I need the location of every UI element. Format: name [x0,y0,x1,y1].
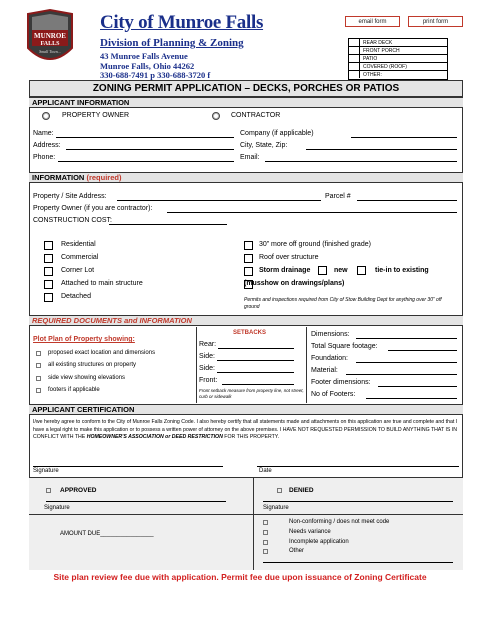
name-label: Name: [33,130,54,137]
roof-over-label: Roof over structure [259,254,319,261]
form-title: ZONING PERMIT APPLICATION – DECKS, PORCHES OR PATIOS [29,80,463,97]
setbacks-title: SETBACKS [233,330,267,336]
approved-signature-field[interactable] [46,501,226,502]
storm-drainage-checkbox[interactable] [244,267,253,276]
foundation-label: Foundation: [311,355,348,362]
setback-side-2-label: Side: [199,365,215,372]
setback-note: Front setback measure from property line, not street, curb or sidewalk [199,388,304,399]
parcel-label: Parcel # [325,193,351,200]
email-label: Email: [240,154,260,161]
setback-front-field[interactable] [222,384,294,385]
storm-must-a: (mus [244,280,261,287]
denied-signature-label: Signature [263,505,289,511]
denial-reason-3-checkbox[interactable] [263,540,268,545]
denied-checkbox[interactable] [277,488,282,493]
material-field[interactable] [346,374,457,375]
commercial-label: Commercial [61,254,99,261]
footer-dims-field[interactable] [378,386,457,387]
site-address-label: Property / Site Address: [33,193,107,200]
org-name: City of Munroe Falls [100,12,264,33]
plot-item-1-checkbox[interactable] [36,351,41,356]
date-field[interactable] [257,466,459,467]
address-line-2: Munroe Falls, Ohio 44262 [100,61,195,71]
amount-due[interactable]: AMOUNT DUE________________ [60,531,154,537]
plot-item-3: side view showing elevations [48,375,126,381]
denial-reason-2-checkbox[interactable] [263,530,268,535]
approved-signature-label: Signature [44,505,70,511]
setback-side-2-field[interactable] [217,372,294,373]
email-field[interactable] [265,161,457,162]
over-30-inch-label: 30” more off ground (finished grade) [259,241,371,248]
project-type-covered[interactable]: COVERED (ROOF) [349,63,447,71]
foundation-field[interactable] [356,362,457,363]
attached-label: Attached to main structure [61,280,143,287]
project-type-checklist [348,38,448,80]
denied-label: DENIED [289,487,314,494]
office-divider [253,477,254,570]
name-field[interactable] [56,137,234,138]
office-row-divider [29,514,463,515]
plot-item-3-checkbox[interactable] [36,376,41,381]
documents-heading-text: REQUIRED DOCUMENTS and INFORMATION [32,316,192,325]
plot-item-4-checkbox[interactable] [36,388,41,393]
logo-text-top: MUNROE [34,32,66,40]
storm-new-checkbox[interactable] [318,266,327,275]
construction-cost-label: CONSTRUCTION COST: [33,217,112,224]
denial-reason-1: Non-conforming / does not meet code [289,519,390,525]
setback-side-1-label: Side: [199,353,215,360]
address-line-1: 43 Munroe Falls Avenue [100,51,188,61]
information-section-heading [29,172,463,183]
detached-label: Detached [61,293,91,300]
city-logo [24,8,76,70]
contractor-radio[interactable] [212,112,220,120]
phone-fax: 330-688-7491 p 330-688-3720 f [100,70,211,80]
documents-divider-1 [196,327,197,403]
footer-dims-label: Footer dimensions: [311,379,371,386]
material-label: Material: [311,367,338,374]
certification-text [33,419,459,442]
attached-checkbox[interactable] [44,280,53,289]
storm-drainage-label: Storm drainage [259,267,311,274]
city-state-zip-label: City, State, Zip: [240,142,288,149]
no-footers-field[interactable] [366,398,457,399]
project-type-rear-deck[interactable]: REAR DECK [349,39,447,47]
denial-reason-4-checkbox[interactable] [263,549,268,554]
certification-section-heading: APPLICANT CERTIFICATION [29,404,463,415]
plot-item-1: proposed exact location and dimensions [48,350,156,356]
applicant-signature-label: Signature [33,468,59,474]
documents-section-heading [29,315,463,326]
certification-text-b: HOMEOWNER'S ASSOCIATION or DEED RESTRICTION [86,434,223,440]
commercial-checkbox[interactable] [44,254,53,263]
logo-tag: Small Town... [39,49,61,54]
setback-rear-field[interactable] [218,348,294,349]
plot-item-4: footers if applicable [48,387,100,393]
certification-text-c: FOR THIS PROPERTY. [222,434,280,440]
contractor-label: CONTRACTOR [231,112,281,119]
storm-tie-in-label: tie-in to existing [375,267,429,274]
dimensions-label: Dimensions: [311,331,350,338]
roof-over-checkbox[interactable] [244,254,253,263]
storm-must-b: show on drawings/plans) [260,280,345,287]
logo-text-bottom: FALLS [40,41,60,47]
phone-label: Phone: [33,154,56,161]
owner-if-contractor-label: Property Owner (if you are contractor): [33,205,153,212]
detached-checkbox[interactable] [44,293,53,302]
approved-label: APPROVED [60,487,97,494]
over-30-inch-checkbox[interactable] [244,241,253,250]
setback-front-label: Front: [199,377,218,384]
residential-label: Residential [61,241,96,248]
project-type-other[interactable]: OTHER: [349,71,447,79]
denial-reason-1-checkbox[interactable] [263,520,268,525]
denial-reason-2: Needs variance [289,529,331,535]
parcel-field[interactable] [357,200,457,201]
setback-side-1-field[interactable] [217,360,294,361]
other-reason-field[interactable] [263,562,453,563]
company-label: Company (if applicable) [240,130,314,137]
denial-reason-3: Incomplete application [289,539,349,545]
division-name: Division of Planning & Zoning [100,37,244,49]
information-heading-text: INFORMATION [32,173,85,182]
dimensions-field[interactable] [356,338,457,339]
plot-plan-label: Plot Plan of Property showing: [33,336,135,343]
construction-cost-field[interactable] [109,224,227,225]
total-sq-ft-field[interactable] [388,350,457,351]
site-address-field[interactable] [117,200,321,201]
corner-lot-checkbox[interactable] [44,267,53,276]
address-label: Address: [33,142,61,149]
stow-permit-note: Permits and inspections required from City of Stow Building Dept for anything over 30” off ground [244,297,442,310]
plot-item-2-checkbox[interactable] [36,363,41,368]
storm-must-label [244,280,344,287]
plot-item-2: all existing structures on property [48,362,137,368]
approved-checkbox[interactable] [46,488,51,493]
company-field[interactable] [351,137,457,138]
total-sq-ft-label: Total Square footage: [311,343,378,350]
owner-if-contractor-field[interactable] [167,212,457,213]
information-required-tag: (required) [86,173,122,182]
property-owner-label: PROPERTY OWNER [62,112,130,119]
address-field[interactable] [66,149,234,150]
fee-notice: Site plan review fee due with application. Permit fee due upon issuance of Zoning Certificate [53,572,427,582]
storm-new-label: new [334,267,348,274]
setback-rear-label: Rear: [199,341,217,348]
certification-text-a: I/we hereby agree to conform to the City of Munroe Falls Zoning Code. I also hereby certify that all statements made and attachments on this application are true and complete and that I have a legal right to make this application or to possess a written power of attorney on the above premises. I HAVE NOT REQUESTED PERMISSION TO BUILD ANYTHING THAT IS IN CONFLICT WITH THE [33,419,458,440]
phone-field[interactable] [58,161,234,162]
date-label: Date [259,468,272,474]
email-form-button[interactable]: email form [345,16,400,27]
documents-divider-2 [306,327,307,403]
no-footers-label: No of Footers: [311,391,356,398]
project-type-front-porch[interactable]: FRONT PORCH [349,47,447,55]
project-type-patio[interactable]: PATIO [349,55,447,63]
applicant-signature-field[interactable] [33,466,223,467]
corner-lot-label: Corner Lot [61,267,95,274]
residential-checkbox[interactable] [44,241,53,250]
storm-tie-in-checkbox[interactable] [357,266,366,275]
print-form-button[interactable]: print form [408,16,463,27]
denied-signature-field[interactable] [263,501,453,502]
denial-reason-4: Other [289,548,305,554]
property-owner-radio[interactable] [42,112,50,120]
city-state-zip-field[interactable] [306,149,457,150]
applicant-section-heading: APPLICANT INFORMATION [29,97,463,108]
